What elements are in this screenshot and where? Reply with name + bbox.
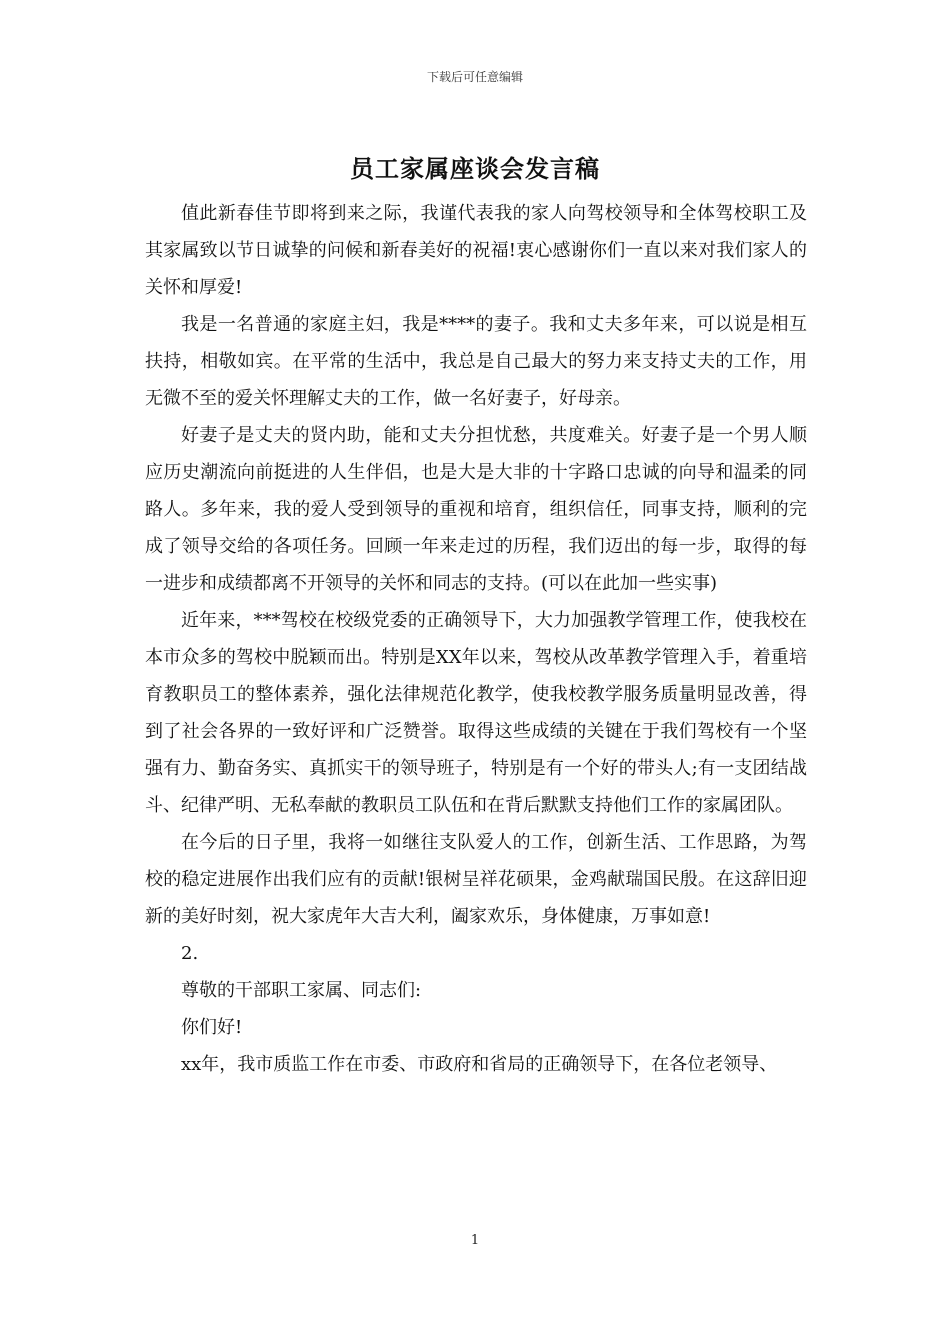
paragraph-5: 在今后的日子里，我将一如继往支队爱人的工作，创新生活、工作思路，为驾校的稳定进展作出我们应有的贡献!银树呈祥花硕果，金鸡献瑞国民殷。在这辞旧迎新的美好时刻，祝大家虎年大吉大利，阖家欢乐，身体健康，万事如意! — [145, 832, 807, 927]
salutation: 尊敬的干部职工家属、同志们: — [181, 980, 422, 1001]
section-number: 2. — [181, 943, 199, 964]
paragraph-3: 好妻子是丈夫的贤内助，能和丈夫分担忧愁，共度难关。好妻子是一个男人顺应历史潮流向前挺进的人生伴侣，也是大是大非的十字路口忠诚的向导和温柔的同路人。多年来，我的爱人受到领导的重视和培育，组织信任，同事支持，顺利的完成了领导交给的各项任务。回顾一年来走过的历程，我们迈出的每一步，取得的每一进步和成绩都离不开领导的关怀和同志的支持。(可以在此加一些实事) — [145, 425, 807, 594]
header-note: 下载后可任意编辑 — [426, 70, 523, 84]
greeting: 你们好! — [181, 1017, 243, 1038]
page-number: 1 — [470, 1233, 480, 1248]
paragraph-2: 我是一名普通的家庭主妇，我是****的妻子。我和丈夫多年来，可以说是相互扶持，相敬如宾。在平常的生活中，我总是自己最大的努力来支持丈夫的工作，用无微不至的爱关怀理解丈夫的工作，做一名好妻子，好母亲。 — [145, 314, 807, 409]
paragraph-6: xx年，我市质监工作在市委、市政府和省局的正确领导下，在各位老领导、 — [181, 1054, 778, 1075]
paragraph-1: 值此新春佳节即将到来之际，我谨代表我的家人向驾校领导和全体驾校职工及其家属致以节日诚挚的问候和新春美好的祝福!衷心感谢你们一直以来对我们家人的关怀和厚爱! — [145, 203, 807, 298]
document-body — [145, 195, 807, 1083]
paragraph-4: 近年来，***驾校在校级党委的正确领导下，大力加强教学管理工作，使我校在本市众多的驾校中脱颖而出。特别是XX年以来，驾校从改革教学管理入手，着重培育教职员工的整体素养，强化法律规范化教学，使我校教学服务质量明显改善，得到了社会各界的一致好评和广泛赞誉。取得这些成绩的关键在于我们驾校有一个坚强有力、勤奋务实、真抓实干的领导班子，特别是有一个好的带头人;有一支团结战斗、纪律严明、无私奉献的教职员工队伍和在背后默默支持他们工作的家属团队。 — [145, 610, 807, 816]
document-title: 员工家属座谈会发言稿 — [350, 154, 600, 183]
